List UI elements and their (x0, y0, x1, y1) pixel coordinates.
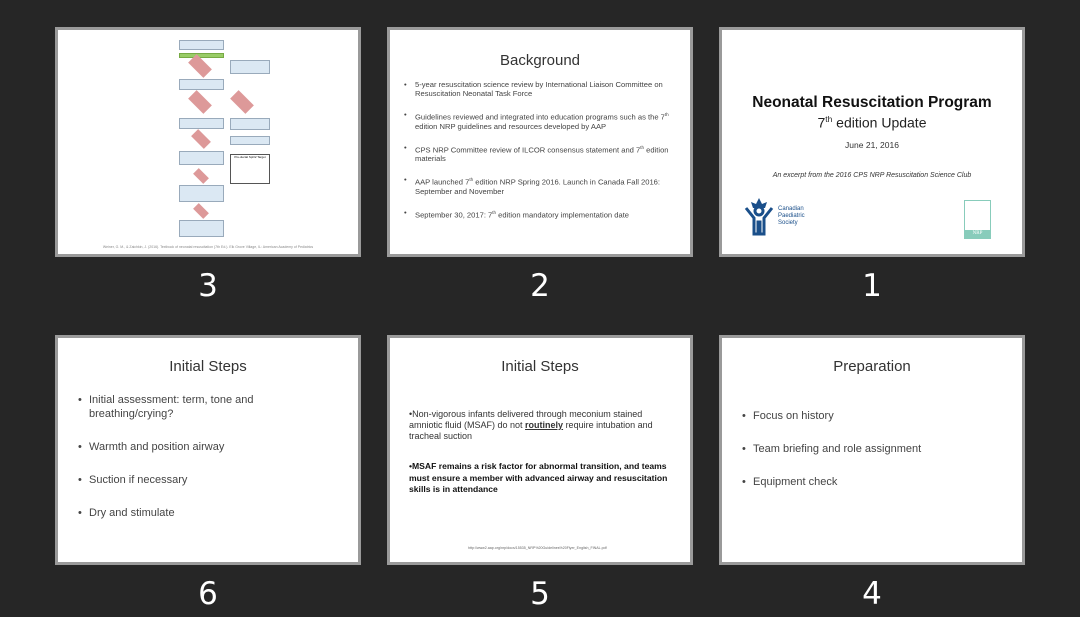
slide-title: Initial Steps (169, 358, 247, 375)
slide-number: 5 (530, 576, 550, 612)
bullet: • Guidelines reviewed and integrated into education programs such as the 7th edition NRP guidelines and resources developed by AAP (404, 110, 676, 131)
bullet: • AAP launched 7th edition NRP Spring 2016. Launch in Canada Fall 2016: September and November (404, 175, 676, 196)
bullet: • Team briefing and role assignment (742, 442, 1008, 456)
bullet: • Dry and stimulate (78, 506, 344, 520)
slide-thumbnail-1[interactable] (719, 27, 1025, 257)
slide-number: 3 (198, 268, 218, 304)
slide-title: Preparation (833, 358, 911, 375)
slide-thumbnail-4[interactable] (719, 335, 1025, 565)
bullet: • Equipment check (742, 475, 1008, 489)
bullet: • Suction if necessary (78, 473, 344, 487)
slide-number: 1 (862, 268, 882, 304)
citation: Weiner, G. M., & Zaichkin, J. (2016). Textbook of neonatal resuscitation (7th Ed.). Elk Grove Village, IL: American Academy of Pediatrics (102, 245, 314, 249)
slide-number: 2 (530, 268, 550, 304)
bullet: • September 30, 2017: 7th edition mandatory implementation date (404, 208, 676, 220)
slide-title: Neonatal Resuscitation Program (752, 94, 992, 111)
slide-thumbnail-2[interactable] (387, 27, 693, 257)
paragraph-1: •Non-vigorous infants delivered through meconium stained amniotic fluid (MSAF) do not routinely require intubation and tracheal suction (409, 409, 653, 441)
bullet: • 5-year resuscitation science review by International Liaison Committee on Resuscitation Neonatal Task Force (404, 80, 676, 98)
bullet: • CPS NRP Committee review of ILCOR consensus statement and 7th edition materials (404, 143, 676, 164)
bullet-list (404, 80, 676, 231)
source-link[interactable]: http://www2.aap.org/nrp/docs/15535_NRP%20Guidelines%20Flyer_English_FINAL.pdf (468, 546, 607, 550)
slide-thumbnail-6[interactable] (55, 335, 361, 565)
slide-thumbnail-5[interactable] (387, 335, 693, 565)
paragraph-2: •MSAF remains a risk factor for abnormal transition, and teams must ensure a member with advanced airway and resuscitation skills is in attendance (409, 461, 668, 494)
nrp-logo: NRP (964, 200, 991, 239)
bullet-list (742, 409, 1008, 508)
slide-number: 6 (198, 576, 218, 612)
bullet: • Warmth and position airway (78, 440, 344, 454)
bullet: • Focus on history (742, 409, 1008, 423)
bullet: • Initial assessment: term, tone and breathing/crying? (78, 393, 344, 421)
spo2-table-title: Pre-ductal SpO2 Target (234, 155, 266, 159)
slide-number: 4 (862, 576, 882, 612)
slide-thumbnail-3[interactable] (55, 27, 361, 257)
slide-title: Background (499, 52, 581, 69)
slide-excerpt: An excerpt from the 2016 CPS NRP Resuscitation Science Club (772, 172, 972, 179)
slide-subtitle: 7th edition Update (817, 114, 927, 131)
slide-date: June 21, 2016 (845, 140, 899, 150)
cps-logo: Canadian Paediatric Society (742, 196, 805, 236)
slide-title: Initial Steps (501, 358, 579, 375)
bullet-list (78, 393, 344, 539)
